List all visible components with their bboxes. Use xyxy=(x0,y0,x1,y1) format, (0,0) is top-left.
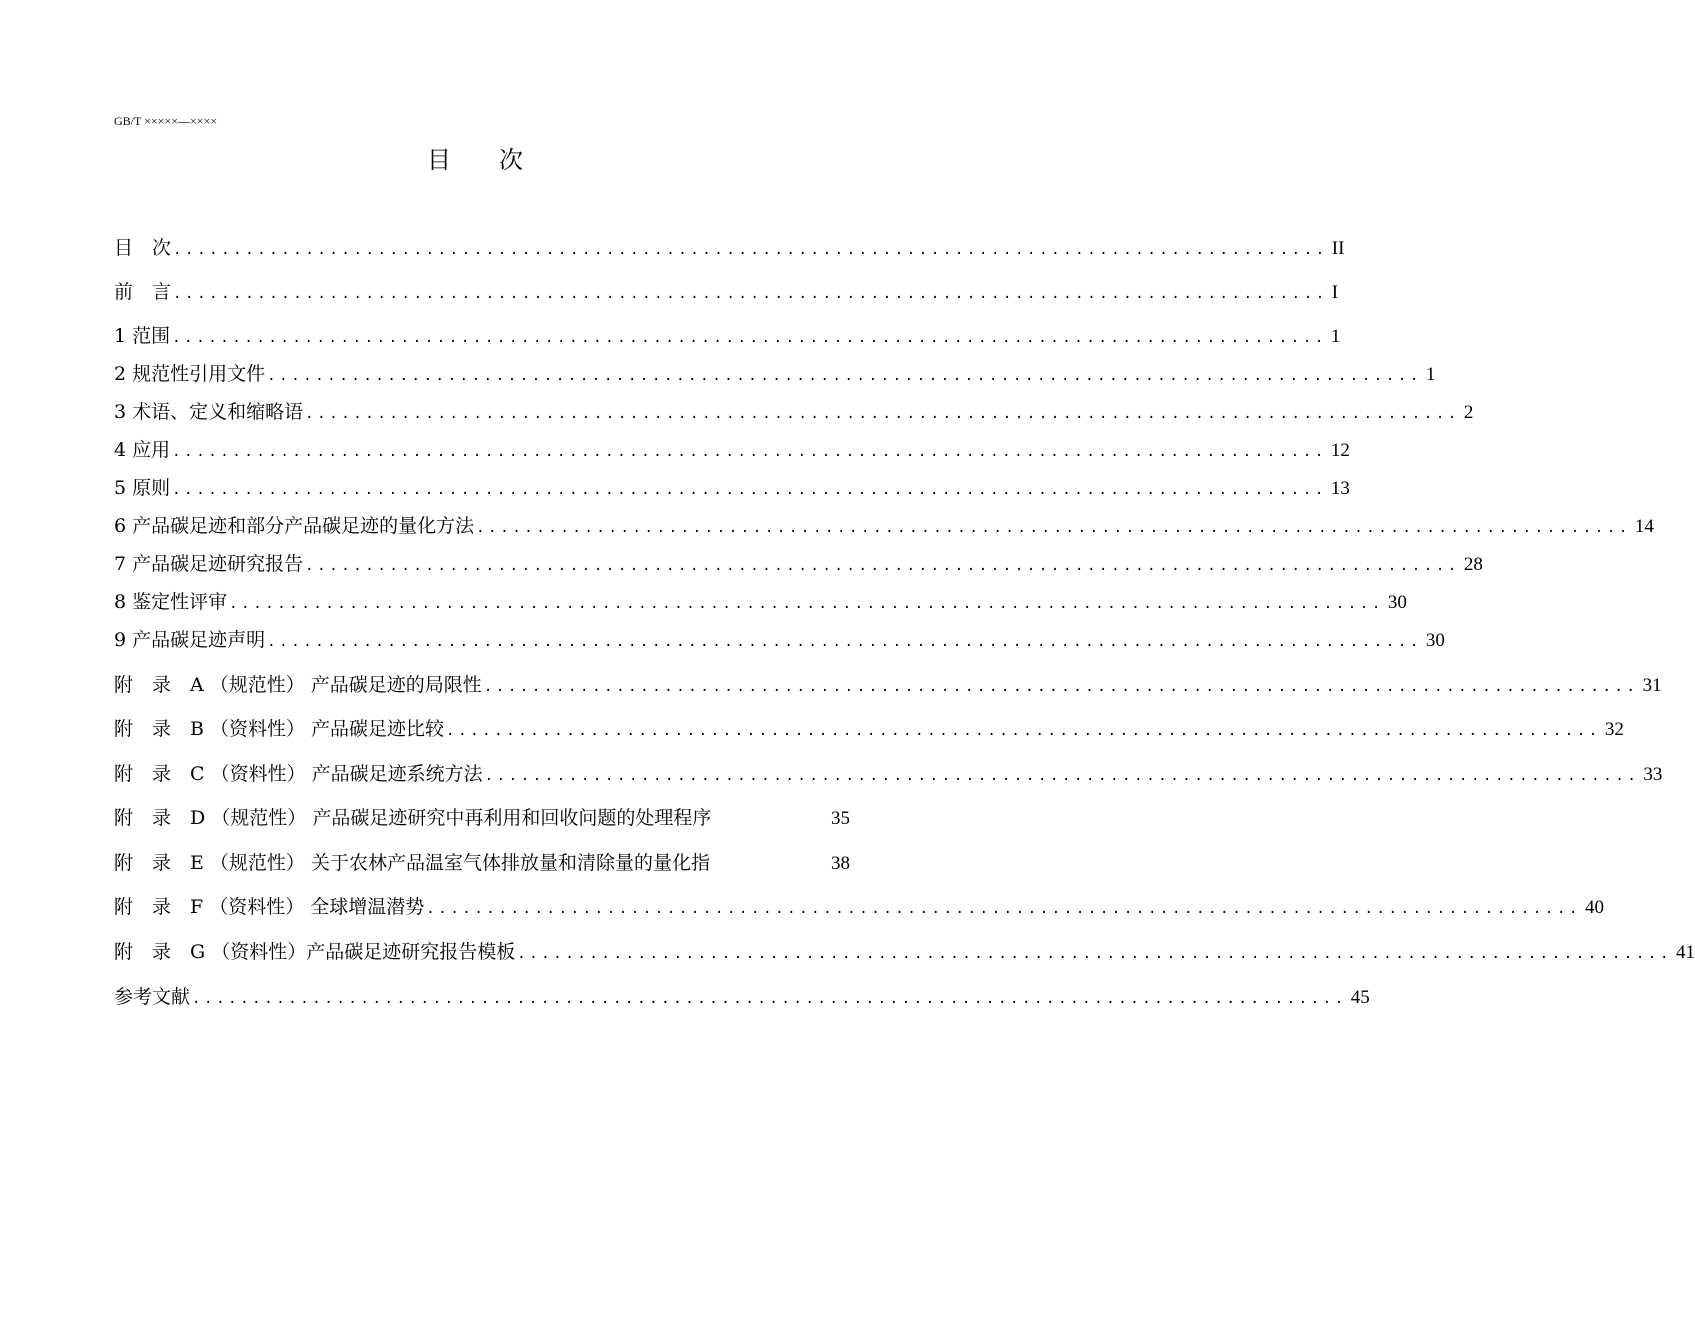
toc-entry-page: 1 xyxy=(1330,326,1341,347)
page-title: 目次 xyxy=(427,146,571,174)
toc-entry-label: 4 应用 xyxy=(114,439,171,461)
toc-entry[interactable] xyxy=(114,551,1483,577)
toc-entry-page: 30 xyxy=(1387,592,1407,613)
toc-entry-page: 45 xyxy=(1350,987,1370,1008)
toc-entry-page: 13 xyxy=(1330,478,1350,499)
dot-leader: ................................................................................................ xyxy=(172,330,1327,346)
dot-leader: ................................................................................................ xyxy=(229,596,1384,612)
dot-leader: ................................................................................................ xyxy=(267,634,1422,650)
toc-entry[interactable] xyxy=(114,475,1350,501)
toc-entry-page: 35 xyxy=(831,808,850,829)
toc-entry[interactable] xyxy=(114,323,1341,349)
toc-entry[interactable] xyxy=(114,235,1345,261)
dot-leader: ................................................................................................ xyxy=(426,901,1582,917)
toc-entry-label: 附 录 A （规范性） 产品碳足迹的局限性 xyxy=(114,674,482,696)
dot-leader: ................................................................................................ xyxy=(476,520,1631,536)
dot-leader: ................................................................................................ xyxy=(173,286,1328,302)
toc-entry[interactable] xyxy=(114,513,1654,539)
toc-entry-label: 8 鉴定性评审 xyxy=(114,591,228,613)
toc-entry-label: 附 录 G （资料性）产品碳足迹研究报告模板 xyxy=(114,941,516,963)
toc-entry[interactable] xyxy=(114,361,1436,387)
toc-entry-page: II xyxy=(1331,238,1345,259)
toc-entry[interactable] xyxy=(114,761,1663,787)
toc-entry-page: 41 xyxy=(1675,942,1695,963)
dot-leader: ................................................................................................ xyxy=(305,406,1460,422)
toc-entry-label: 前 言 xyxy=(114,281,172,303)
toc-entry-page: 30 xyxy=(1425,630,1445,651)
toc-entry[interactable] xyxy=(114,279,1339,305)
toc-entry-page: 31 xyxy=(1642,675,1662,696)
toc-entry[interactable] xyxy=(114,850,850,876)
toc-entry-label: 附 录 F （资料性） 全球增温潜势 xyxy=(114,896,425,918)
dot-leader: ................................................................................................ xyxy=(446,723,1601,739)
dot-leader: ................................................................................................ xyxy=(173,242,1328,258)
toc-entry[interactable] xyxy=(114,939,1695,965)
toc-entry-page: 38 xyxy=(831,853,850,874)
dot-leader: ................................................................................................ xyxy=(267,368,1422,384)
toc-entry[interactable] xyxy=(114,805,850,831)
toc-entry[interactable] xyxy=(114,716,1624,742)
dot-leader: ................................................................................................ xyxy=(172,444,1327,460)
toc-entry-label: 参考文献 xyxy=(114,986,191,1008)
toc-entry-page: 32 xyxy=(1604,719,1624,740)
toc-entry-label: 9 产品碳足迹声明 xyxy=(114,629,266,651)
toc-entry-label: 3 术语、定义和缩略语 xyxy=(114,401,304,423)
standard-id: GB/T ×××××—×××× xyxy=(114,114,218,128)
toc-entry-page: 33 xyxy=(1643,764,1663,785)
dot-leader: ................................................................................................ xyxy=(172,482,1327,498)
toc-entry-label: 6 产品碳足迹和部分产品碳足迹的量化方法 xyxy=(114,515,475,537)
toc-entry-page: 28 xyxy=(1463,554,1483,575)
toc-entry[interactable] xyxy=(114,399,1474,425)
dot-leader: ................................................................................................ xyxy=(305,558,1460,574)
toc-entry-label: 附 录 B （资料性） 产品碳足迹比较 xyxy=(114,718,445,740)
toc-entry[interactable] xyxy=(114,589,1407,615)
toc-entry-page: 14 xyxy=(1634,516,1654,537)
toc-entry[interactable] xyxy=(114,437,1350,463)
toc-entry[interactable] xyxy=(114,894,1605,920)
toc-entry-label: 2 规范性引用文件 xyxy=(114,363,266,385)
toc-entry-page: I xyxy=(1331,282,1339,303)
dot-leader: ................................................................................................ xyxy=(484,768,1640,784)
toc-entry-label: 附 录 D （规范性） 产品碳足迹研究中再利用和回收问题的处理程序 xyxy=(114,807,712,829)
toc-entry-page: 12 xyxy=(1330,440,1350,461)
toc-entry[interactable] xyxy=(114,627,1445,653)
toc-entry-label: 附 录 E （规范性） 关于农林产品温室气体排放量和清除量的量化指 xyxy=(114,852,710,874)
toc-entry-label: 附 录 C （资料性） 产品碳足迹系统方法 xyxy=(114,763,483,785)
dot-leader: ................................................................................................ xyxy=(192,991,1347,1007)
toc-entry-label: 目 次 xyxy=(114,237,172,259)
dot-leader: ................................................................................................ xyxy=(517,946,1672,962)
toc-entry-label: 7 产品碳足迹研究报告 xyxy=(114,553,304,575)
toc-entry[interactable] xyxy=(114,984,1370,1010)
toc-entry-label: 5 原则 xyxy=(114,477,171,499)
toc-entry-page: 40 xyxy=(1585,897,1605,918)
toc-entry-page: 2 xyxy=(1463,402,1474,423)
toc-entry-page: 1 xyxy=(1425,364,1436,385)
dot-leader: ................................................................................................ xyxy=(483,679,1639,695)
toc-entry-label: 1 范围 xyxy=(114,325,171,347)
toc-entry[interactable] xyxy=(114,672,1662,698)
